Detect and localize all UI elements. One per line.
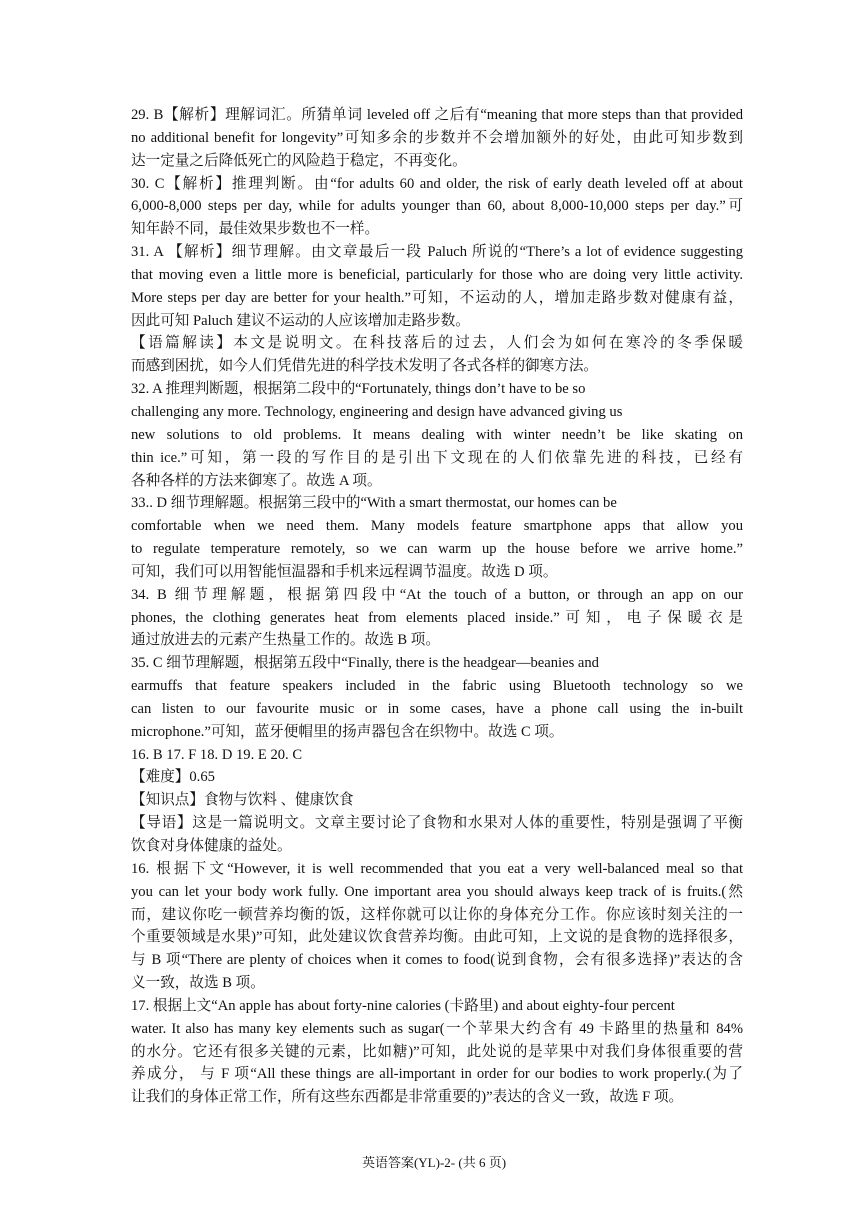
text-line: 33.. D 细节理解题。根据第三段中的“With a smart thermostat, our homes can be bbox=[131, 495, 617, 512]
text-line: thin ice.”可知，第一段的写作目的是引出下文现在的人们依靠先进的科技，已经有 bbox=[131, 449, 743, 466]
text-line: challenging any more. Technology, engineering and design have advanced giving us bbox=[131, 403, 623, 420]
text-line: you can let your body work fully. One important area you should always keep track of is fruits.(然 bbox=[131, 883, 743, 900]
text-line: to regulate temperature remotely, so we can warm up the house before we arrive home.” bbox=[131, 541, 743, 558]
text-line: 16. 根据下文“However, it is well recommended that you eat a very well-balanced meal so that bbox=[131, 860, 743, 877]
text-line: 6,000-8,000 steps per day, while for adults younger than 60, about 8,000-10,000 steps per day.”可 bbox=[131, 198, 743, 215]
text-line: 而，建议你吃一顿营养均衡的饭，这样你就可以让你的身体充分工作。你应该时刻关注的一 bbox=[131, 906, 743, 923]
text-line: 【知识点】食物与饮料 、健康饮食 bbox=[131, 792, 354, 809]
text-line: water. It also has many key elements such as sugar(一个苹果大约含有 49 卡路里的热量和 84% bbox=[131, 1020, 743, 1037]
text-line: comfortable when we need them. Many models feature smartphone apps that allow you bbox=[131, 518, 743, 535]
text-line: 通过放进去的元素产生热量工作的。故选 B 项。 bbox=[131, 632, 440, 649]
text-line: 可知，我们可以用智能恒温器和手机来远程调节温度。故选 D 项。 bbox=[131, 563, 558, 580]
page-footer: 英语答案(YL)-2- (共 6 页) bbox=[361, 1155, 507, 1170]
text-line: 义一致，故选 B 项。 bbox=[131, 975, 265, 992]
text-line: earmuffs that feature speakers included in the fabric using Bluetooth technology so we bbox=[131, 678, 743, 695]
text-line: phones, the clothing generates heat from elements placed inside.”可知，电子保暖衣是 bbox=[131, 609, 743, 626]
text-line: 16. B 17. F 18. D 19. E 20. C bbox=[131, 746, 303, 763]
text-line: 而感到困扰，如今人们凭借先进的科学技术发明了各式各样的御寒方法。 bbox=[131, 358, 599, 375]
text-line: 17. 根据上文“An apple has about forty-nine calories (卡路里) and about eighty-four percent bbox=[131, 997, 675, 1014]
answer-explanation-text bbox=[131, 104, 743, 1109]
text-line: can listen to our favourite music or in some cases, have a phone call using the in-built bbox=[131, 700, 743, 717]
text-line: 的水分。它还有很多关键的元素，比如糖)”可知，此处说的是苹果中对我们身体很重要的营 bbox=[131, 1043, 743, 1060]
text-line: 让我们的身体正常工作，所有这些东西都是非常重要的)”表达的含义一致，故选 F 项。 bbox=[131, 1089, 684, 1106]
text-line: 饮食对身体健康的益处。 bbox=[131, 838, 292, 854]
text-line: 【语篇解读】本文是说明文。在科技落后的过去，人们会为如何在寒冷的冬季保暖 bbox=[131, 335, 743, 352]
text-line: 35. C 细节理解题，根据第五段中“Finally, there is the headgear—beanies and bbox=[131, 655, 599, 672]
text-line: 30. C【解析】推理判断。由“for adults 60 and older, the risk of early death leveled off at about bbox=[131, 175, 743, 192]
text-line: 与 B 项“There are plenty of choices when it comes to food(说到食物，会有很多选择)”表达的含 bbox=[131, 952, 743, 969]
text-line: 29. B【解析】理解词汇。所猜单词 leveled off 之后有“meaning that more steps than that provided bbox=[131, 107, 743, 123]
text-line: 31. A 【解析】细节理解。由文章最后一段 Paluch 所说的“There’s a lot of evidence suggesting bbox=[131, 244, 743, 261]
text-line: 个重要领域是水果)”可知，此处建议饮食营养均衡。由此可知，上文说的是食物的选择很多， bbox=[131, 929, 743, 946]
text-line: 【导语】这是一篇说明文。文章主要讨论了食物和水果对人体的重要性，特别是强调了平衡 bbox=[131, 815, 743, 832]
text-line: 达一定量之后降低死亡的风险趋于稳定，不再变化。 bbox=[131, 152, 467, 169]
text-line: that moving even a little more is beneficial, particularly for those who are doing very little activity. bbox=[131, 266, 743, 283]
text-line: 养成分， 与 F 项“All these things are all-important in order for our bodies to work properly.(为了 bbox=[131, 1066, 743, 1083]
text-line: 34. B 细节理解题，根据第四段中“At the touch of a button, or through an app on our bbox=[131, 586, 743, 603]
text-line: 32. A 推理判断题，根据第二段中的“Fortunately, things don’t have to be so bbox=[131, 381, 586, 398]
text-line: new solutions to old problems. It means dealing with winter needn’t be like skating on bbox=[131, 426, 743, 443]
text-line: More steps per day are better for your health.”可知，不运动的人，增加走路步数对健康有益， bbox=[131, 289, 743, 306]
text-line: 因此可知 Paluch 建议不运动的人应该增加走路步数。 bbox=[131, 312, 470, 329]
text-line: no additional benefit for longevity”可知多余的步数并不会增加额外的好处，由此可知步数到 bbox=[131, 129, 743, 146]
text-line: 【难度】0.65 bbox=[131, 769, 215, 786]
text-line: microphone.”可知，蓝牙便帽里的扬声器包含在织物中。故选 C 项。 bbox=[131, 723, 564, 740]
text-line: 知年龄不同，最佳效果步数也不一样。 bbox=[131, 221, 380, 238]
text-line: 各种各样的方法来御寒了。故选 A 项。 bbox=[131, 472, 382, 489]
